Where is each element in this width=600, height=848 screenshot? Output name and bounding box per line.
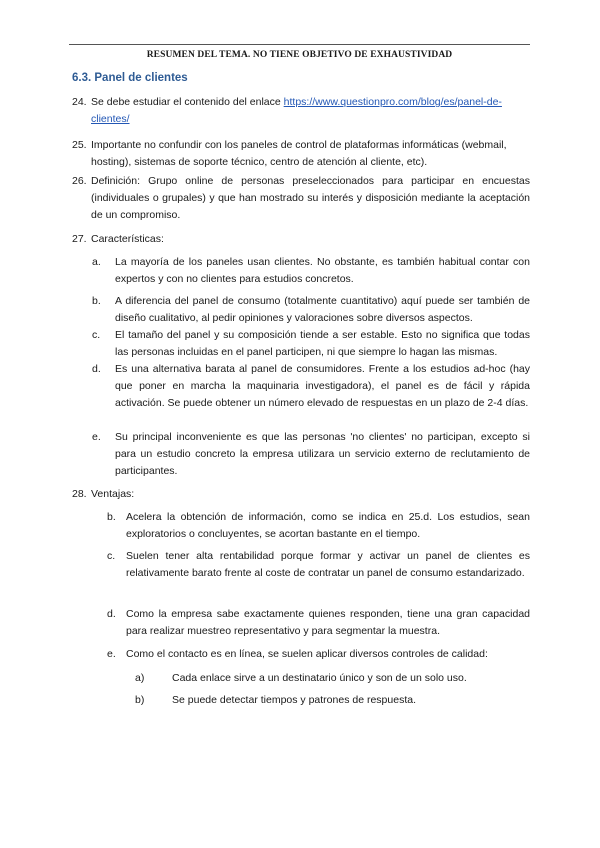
item-text: Importante no confundir con los paneles de control de plataformas informáticas (webmail, hosting), sistemas de soporte técnico, centro de atención al cliente, etc).	[91, 139, 507, 168]
sub-item-label: b.	[107, 511, 116, 523]
list-item-27	[72, 231, 530, 248]
sub-item-label: c.	[92, 329, 101, 341]
sub-sub-item-text: Cada enlace sirve a un destinatario único y son de un solo uso.	[172, 672, 467, 684]
page-header: RESUMEN DEL TEMA. NO TIENE OBJETIVO DE EXHAUSTIVIDAD	[69, 44, 530, 60]
sub-item-label: c.	[107, 550, 116, 562]
sub-item-27e	[92, 429, 530, 480]
sub-item-text: La mayoría de los paneles usan clientes. No obstante, es también habitual contar con expertos y con no clientes para estudios concretos.	[115, 256, 530, 285]
list-item-26	[72, 173, 530, 224]
question-pro-link[interactable]: https://www.questionpro.com/blog/es/panel-de-clientes/	[91, 96, 502, 125]
item-number: 28.	[72, 488, 87, 500]
sub-item-text: Acelera la obtención de información, como se indica en 25.d. Los estudios, sean exploratorios o concluyentes, se acortan bastante en el tiempo.	[126, 511, 530, 540]
sub-item-label: e.	[107, 648, 116, 660]
item-text: Ventajas:	[91, 488, 135, 500]
sub-sub-item-b	[135, 692, 530, 709]
sub-sub-item-a	[135, 670, 530, 687]
sub-item-27c	[92, 327, 530, 361]
sub-item-text: Es una alternativa barata al panel de consumidores. Frente a los estudios ad-hoc (hay que poner en marcha la maquinaria investigadora), el panel es de fácil y rápida activación. Se puede obtener un número elevado de respuestas en un plazo de 2-4 días.	[115, 363, 530, 409]
sub-item-text: Su principal inconveniente es que las personas 'no clientes' no participan, excepto si para un estudio concreto la empresa utilizara un servicio externo de reclutamiento de participantes.	[115, 431, 530, 477]
section-title: 6.3. Panel de clientes	[72, 72, 188, 84]
item-number: 26.	[72, 175, 87, 187]
list-item-24	[72, 94, 528, 128]
item-number: 24.	[72, 96, 87, 108]
sub-item-28e	[107, 646, 530, 663]
sub-item-28b	[107, 509, 530, 543]
sub-item-text: Como la empresa sabe exactamente quienes responden, tiene una gran capacidad para realizar muestreo representativo y para segmentar la muestra.	[126, 608, 530, 637]
sub-item-label: e.	[92, 431, 101, 443]
item-text: Definición: Grupo online de personas preseleccionados para participar en encuestas (individuales o grupales) y que han mostrado su interés y disposición mediante la aceptación de un compromiso.	[91, 175, 530, 221]
sub-item-label: d.	[92, 363, 101, 375]
sub-item-label: a.	[92, 256, 101, 268]
sub-sub-item-text: Se puede detectar tiempos y patrones de respuesta.	[172, 694, 416, 706]
sub-item-label: b.	[92, 295, 101, 307]
item-text: Características:	[91, 233, 164, 245]
list-item-25	[72, 137, 530, 171]
sub-item-27b	[92, 293, 530, 327]
item-number: 27.	[72, 233, 87, 245]
sub-item-text: El tamaño del panel y su composición tiende a ser estable. Esto no significa que todas las personas incluidas en el panel participen, ni que siempre lo hagan las mismas.	[115, 329, 530, 358]
list-item-28	[72, 486, 530, 503]
sub-item-28d	[107, 606, 530, 640]
sub-item-text: Como el contacto es en línea, se suelen aplicar diversos controles de calidad:	[126, 648, 488, 660]
sub-item-text: A diferencia del panel de consumo (totalmente cuantitativo) aquí puede ser también de diseño cualitativo, al pedir opiniones y valoraciones sobre diversos aspectos.	[115, 295, 530, 324]
sub-sub-item-label: a)	[135, 672, 145, 684]
sub-sub-item-label: b)	[135, 694, 145, 706]
sub-item-27d	[92, 361, 530, 412]
item-number: 25.	[72, 139, 87, 151]
sub-item-label: d.	[107, 608, 116, 620]
item-text: Se debe estudiar el contenido del enlace	[91, 96, 284, 108]
sub-item-text: Suelen tener alta rentabilidad porque formar y activar un panel de clientes es relativamente barato frente al coste de contratar un panel de consumo estandarizado.	[126, 550, 530, 579]
sub-item-27a	[92, 254, 530, 288]
sub-item-28c	[107, 548, 530, 582]
